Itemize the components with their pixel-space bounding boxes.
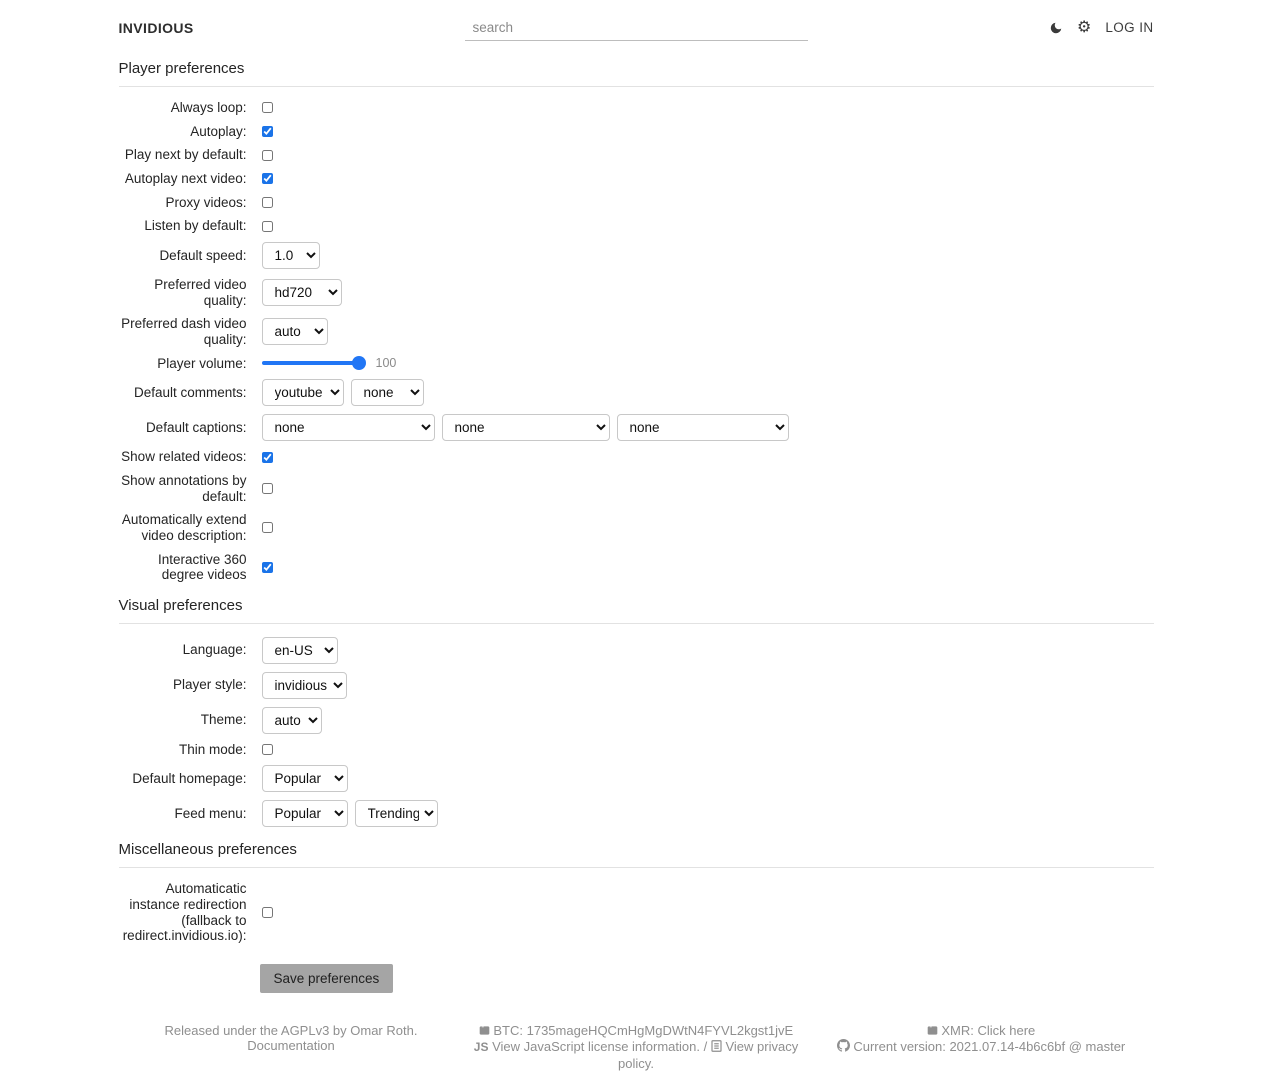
pref-row-vr-mode (119, 552, 1154, 583)
pref-row-volume (119, 356, 1154, 372)
navbar-left (119, 20, 465, 36)
locale-select[interactable] (262, 637, 338, 664)
documentation-link[interactable]: Documentation (247, 1038, 335, 1054)
pref-row-default-speed (119, 242, 1154, 269)
captions-third-select[interactable] (617, 414, 789, 441)
pref-row-annotations (119, 473, 1154, 504)
extend-description-label: Automatically extend video description: (121, 512, 247, 543)
player-preferences-heading: Player preferences (119, 60, 1154, 87)
navbar-right (808, 20, 1154, 36)
navbar-search (465, 15, 808, 41)
pref-row-default-home (119, 765, 1154, 792)
dash-quality-select[interactable] (262, 318, 328, 345)
misc-preferences-heading: Miscellaneous preferences (119, 841, 1154, 868)
default-home-select[interactable] (262, 765, 348, 792)
top-navbar (119, 0, 1154, 55)
default-speed-select[interactable] (262, 242, 320, 269)
default-speed-label: Default speed: (159, 247, 247, 263)
locale-label: Language: (182, 642, 247, 658)
listen-default-checkbox[interactable] (262, 221, 273, 232)
feed-menu-first-select[interactable] (262, 800, 348, 827)
proxy-videos-label: Proxy videos: (165, 194, 247, 210)
pref-row-feed-menu (119, 800, 1154, 827)
comments-label: Default comments: (133, 384, 247, 400)
always-loop-checkbox[interactable] (262, 102, 273, 113)
comments-second-select[interactable] (351, 379, 424, 406)
volume-slider-thumb[interactable] (352, 356, 366, 370)
autoplay-label: Autoplay: (190, 123, 247, 139)
footer-version-column (809, 1023, 1154, 1071)
privacy-policy-icon (711, 1040, 722, 1055)
pref-row-thin-mode (119, 742, 1154, 758)
pref-row-extend-description (119, 512, 1154, 543)
player-style-label: Player style: (172, 677, 247, 693)
pref-row-play-next (119, 147, 1154, 163)
volume-value: 100 (375, 356, 397, 371)
monero-icon (927, 1024, 938, 1039)
js-license-link[interactable]: View JavaScript license information. (492, 1039, 700, 1055)
version-text: Current version: 2021.07.14-4b6c6bf @ master (853, 1039, 1126, 1055)
feed-menu-label: Feed menu: (174, 806, 247, 822)
pref-row-captions (119, 414, 1154, 441)
gear-icon[interactable]: ⚙︎ (1076, 18, 1092, 36)
pref-row-related-videos (119, 449, 1154, 465)
dash-quality-label: Preferred dash video quality: (121, 316, 247, 347)
auto-redirect-checkbox[interactable] (262, 907, 273, 918)
annotations-checkbox[interactable] (262, 483, 273, 494)
footer-donate-column (464, 1023, 809, 1071)
related-videos-label: Show related videos: (121, 449, 247, 465)
captions-first-select[interactable] (262, 414, 435, 441)
autoplay-next-checkbox[interactable] (262, 173, 273, 184)
moon-icon[interactable] (1049, 21, 1063, 35)
proxy-videos-checkbox[interactable] (262, 197, 273, 208)
login-link[interactable]: LOG IN (1105, 20, 1154, 35)
pref-row-always-loop (119, 100, 1154, 116)
pref-row-listen-default (119, 218, 1154, 234)
vr-mode-checkbox[interactable] (262, 562, 273, 573)
license-text: Released under the AGPLv3 by Omar Roth. (164, 1023, 418, 1039)
annotations-label: Show annotations by default: (121, 472, 247, 504)
footer-separator: / (703, 1039, 708, 1055)
pref-row-video-quality (119, 277, 1154, 308)
default-home-label: Default homepage: (132, 771, 247, 787)
volume-label: Player volume: (157, 355, 247, 371)
privacy-policy-link[interactable]: View privacy policy. (618, 1039, 799, 1071)
pref-row-autoplay-next (119, 171, 1154, 187)
github-icon (837, 1039, 850, 1055)
related-videos-checkbox[interactable] (262, 452, 273, 463)
extend-description-checkbox[interactable] (262, 522, 273, 533)
footer-license-column (119, 1023, 464, 1071)
pref-row-autoplay (119, 124, 1154, 140)
play-next-label: Play next by default: (124, 147, 247, 163)
comments-first-select[interactable] (262, 379, 344, 406)
thin-mode-checkbox[interactable] (262, 744, 273, 755)
video-quality-label: Preferred video quality: (154, 276, 247, 308)
captions-label: Default captions: (145, 419, 247, 435)
thin-mode-label: Thin mode: (178, 741, 247, 757)
auto-redirect-label: Automaticatic instance redirection (fallback to redirect.invidious.io): (122, 881, 247, 944)
play-next-checkbox[interactable] (262, 150, 273, 161)
vr-mode-label: Interactive 360 degree videos (157, 551, 247, 583)
pref-row-proxy-videos (119, 195, 1154, 211)
pref-row-comments (119, 379, 1154, 406)
pref-row-theme (119, 707, 1154, 734)
js-icon: JS (473, 1040, 489, 1055)
visual-preferences-heading: Visual preferences (119, 597, 1154, 624)
player-volume-slider[interactable] (262, 361, 362, 365)
theme-select[interactable] (262, 707, 322, 734)
always-loop-label: Always loop: (170, 100, 247, 115)
theme-label: Theme: (200, 712, 247, 728)
pref-row-auto-redirect (119, 881, 1154, 944)
video-quality-select[interactable] (262, 279, 342, 306)
save-preferences-button[interactable]: Save preferences (260, 964, 394, 993)
misc-preferences-section (119, 868, 1154, 993)
player-style-select[interactable] (262, 672, 347, 699)
page-footer (119, 1023, 1154, 1085)
autoplay-next-label: Autoplay next video: (124, 170, 247, 186)
player-preferences-section (119, 87, 1154, 583)
listen-default-label: Listen by default: (144, 218, 247, 234)
save-row (260, 964, 1154, 993)
autoplay-checkbox[interactable] (262, 126, 273, 137)
page-container (119, 0, 1154, 1085)
pref-row-player-style (119, 672, 1154, 699)
bitcoin-icon (479, 1024, 490, 1039)
pref-row-dash-quality (119, 316, 1154, 347)
feed-menu-second-select[interactable] (355, 800, 438, 827)
captions-second-select[interactable] (442, 414, 610, 441)
xmr-link[interactable]: XMR: Click here (941, 1023, 1036, 1039)
search-input[interactable] (465, 15, 808, 41)
visual-preferences-section (119, 624, 1154, 828)
pref-row-locale (119, 637, 1154, 664)
invidious-logo[interactable]: INVIDIOUS (118, 19, 194, 36)
btc-address-text: BTC: 1735mageHQCmHgMgDWtN4FYVL2kgst1jvE (493, 1023, 794, 1039)
